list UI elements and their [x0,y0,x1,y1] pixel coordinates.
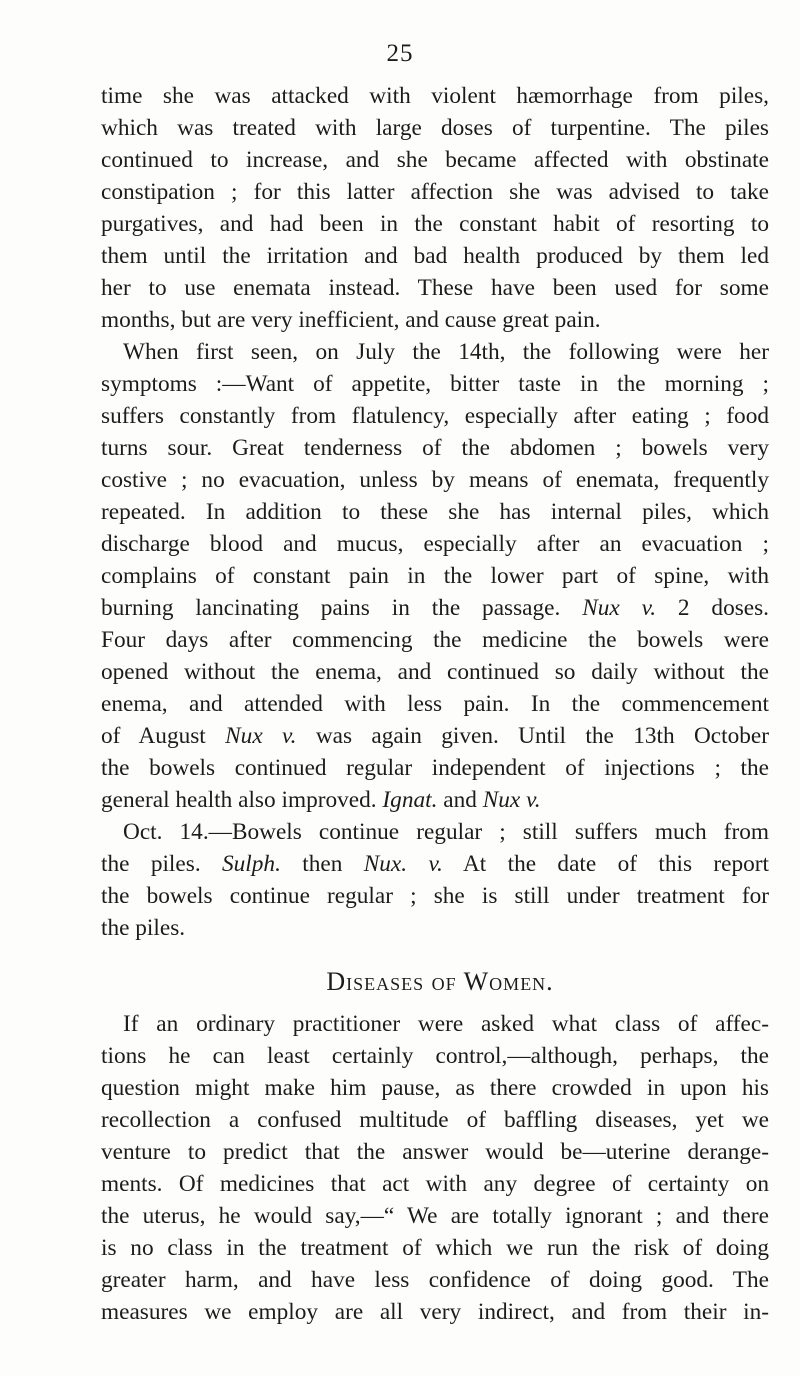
text-line [101,848,769,880]
text-line: Four days after commencing the medicine the bowels were [101,627,769,653]
text-line: which was treated with large doses of turpentine. The piles [101,115,769,141]
text-line [101,592,769,624]
text-line: the bowels continued regular independent of injections ; the [101,755,769,781]
text-line: purgatives, and had been in the constant habit of resorting to [101,211,769,237]
text-line: months, but are very inefficient, and cause great pain. [101,307,601,333]
page-number: 25 [386,40,414,67]
text-line: If an ordinary practitioner were asked what class of affec- [123,1011,769,1037]
paragraph-follow-up [101,816,769,944]
text-segment: of August [101,723,206,749]
section-heading: Diseases of Women. [326,967,554,996]
remedy-name: Nux v. [582,595,657,621]
remedy-name: Ignat. [382,787,438,813]
text-line: ments. Of medicines that act with any degree of certainty on [101,1171,769,1197]
text-line: complains of constant pain in the lower part of spine, with [101,563,769,589]
text-line: the bowels continue regular ; she is still under treatment for [101,883,769,909]
remedy-name: Nux v. [225,723,297,749]
text-line [101,784,769,816]
text-line: question might make him pause, as there crowded in upon his [101,1075,769,1101]
body-text [101,80,769,1328]
text-line: continued to increase, and she became affected with obstinate [101,147,769,173]
text-segment: then [302,851,343,877]
text-line: opened without the enema, and continued so daily without the [101,659,769,685]
text-segment: and [443,787,477,813]
text-line: turns sour. Great tenderness of the abdomen ; bowels very [101,435,769,461]
remedy-name: Sulph. [222,851,281,877]
paragraph-diseases-of-women [101,1008,769,1328]
text-line: them until the irritation and bad health produced by them led [101,243,769,269]
text-segment: the piles. [101,851,201,877]
text-line: symptoms :—Want of appetite, bitter taste in the morning ; [101,371,769,397]
text-line: greater harm, and have less confidence of doing good. The [101,1267,769,1293]
remedy-name: Nux v. [482,787,541,813]
text-line: the uterus, he would say,—“ We are totally ignorant ; and there [101,1203,769,1229]
text-line: discharge blood and mucus, especially after an evacuation ; [101,531,769,557]
text-line: venture to predict that the answer would be—uterine derange- [101,1139,769,1165]
text-line: recollection a confused multitude of baffling diseases, yet we [101,1107,769,1133]
paragraph-case-history [101,80,769,336]
text-line: is no class in the treatment of which we run the risk of doing [101,1235,769,1261]
text-line: tions he can least certainly control,—although, perhaps, the [101,1043,769,1069]
text-segment: general health also improved. [101,787,377,813]
text-line [101,720,769,752]
text-line: When first seen, on July the 14th, the following were her [123,339,769,365]
text-line: Oct. 14.—Bowels continue regular ; still suffers much from [123,819,769,845]
text-line: her to use enemata instead. These have been used for some [101,275,769,301]
text-line: constipation ; for this latter affection she was advised to take [101,179,769,205]
text-line: costive ; no evacuation, unless by means of enemata, frequently [101,467,769,493]
text-segment: At the date of this report [462,851,769,877]
text-line: time she was attacked with violent hæmorrhage from piles, [101,83,769,109]
text-line: measures we employ are all very indirect, and from their in- [101,1299,769,1325]
text-line: enema, and attended with less pain. In the commencement [101,691,769,717]
remedy-name: Nux. v. [363,851,443,877]
text-line: repeated. In addition to these she has internal piles, which [101,499,769,525]
paragraph-symptoms [101,336,769,816]
text-segment: was again given. Until the 13th October [315,723,769,749]
text-segment: burning lancinating pains in the passage. [101,595,561,621]
text-segment: 2 doses. [677,595,770,621]
text-line: suffers constantly from flatulency, especially after eating ; food [101,403,769,429]
text-line: the piles. [101,915,186,941]
